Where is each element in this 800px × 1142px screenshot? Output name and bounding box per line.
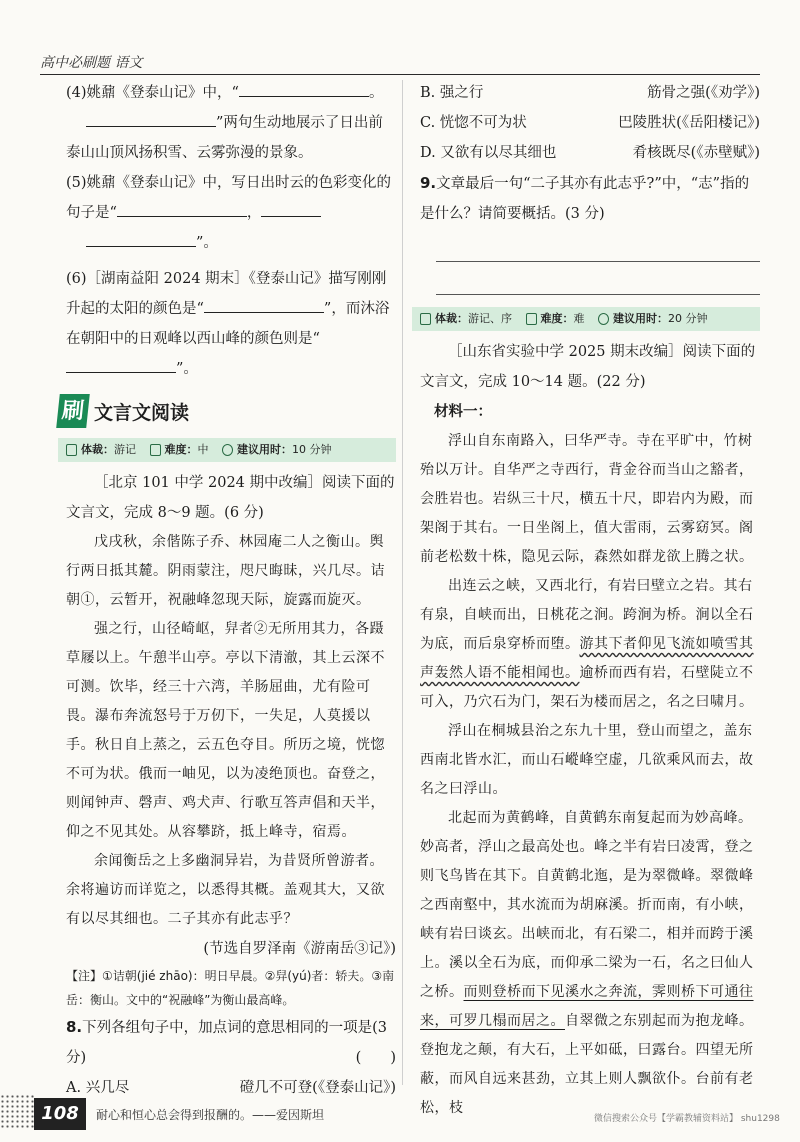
clock-icon [598,313,609,325]
left-column [60,78,396,1103]
book-icon [420,313,431,325]
passage-paragraph: 戊戌秋，余偕陈子乔、林园庵二人之衡山。舆行两日抵其麓。阴雨蒙注，咫尺晦昧，兴几尽。诘朝①，云暂开，祝融峰忽现天际，旋露而旋灭。 [66,534,385,608]
section-heading [58,394,396,434]
answer-blank[interactable] [239,78,369,97]
question-6: (6)［湖南益阳 2024 期末］《登泰山记》描写刚刚升起的太阳的颜色是“ ”，而沐浴在朝阳中的日观峰以西山峰的颜色则是“”。 [66,271,390,377]
passage-paragraph: 出连云之峡，又西北行，有岩曰壁立之岩。其右有泉，自峡而出，日桃花之涧。跨涧为桥。涧以全石为底，而后泉穿桥而堕。游其下者仰见飞流如喷雪其声轰然人语不能相闻也。逾桥而西有岩，石壁陡立不可入，乃穴石为门，架石为楼而居之，名之曰啸月。 [420,578,754,710]
question-8: 8.下列各组句子中，加点词的意思相同的一项是(3 分) ( ) [66,1012,396,1073]
option-c[interactable]: C. 恍惚不可为状 巴陵胜状(《岳阳楼记》) [420,115,760,131]
page-header: 高中必刷题 语文 [40,55,143,71]
passage-note: 【注】①诘朝(jié zhāo)：明日早晨。②舁(yú)者：轿夫。③南岳：衡山。文中的“祝融峰”为衡山最高峰。 [66,969,395,1007]
answer-bracket[interactable]: ( ) [355,1050,396,1066]
passage-paragraph: 北起而为黄鹤峰，自黄鹤东南复起而为妙高峰。妙高者，浮山之最高处也。峰之半有岩曰凌霄，登之则飞鸟皆在其下。自黄鹤北迤，是为翠微峰。翠微峰之西南壑中，其水流而为胡麻溪。折而南，有小峡，峡有岩曰谈玄。出峡而北，有石梁二，相并而跨于溪上。溪以全石为底，而仰承二梁为一石，名之曰仙人之桥。而则登桥而下见溪水之奔流，霁则桥下可通往来，可罗几榻而居之。自翠微之东别起而为抱龙峰。登抱龙之颠，有大石，上平如砥，曰露台。四望无所蔽，而风自远来甚劲，立其上则人飘欲仆。台前有老松，枝 [420,810,754,1116]
column-divider [402,80,403,1085]
answer-line[interactable] [436,229,760,262]
option-b[interactable]: B. 强之行 筋骨之强(《劝学》) [420,85,760,101]
answer-blank[interactable] [117,198,247,217]
header-rule [40,74,760,75]
option-a[interactable]: A. 兴几尽 磴几不可登(《登泰山记》) [66,1080,396,1096]
passage-paragraph: 余闻衡岳之上多幽洞异岩，为昔贤所曾游者。余将遍访而详览之，以悉得其概。盖观其大，又欲有以尽其细也。二子其亦有此志乎？ [66,853,385,927]
underlined-sentence: 而则登桥而下见溪水之奔流，霁则桥下可通往来，可罗几榻而居之。 [420,984,754,1029]
question-5: (5)姚鼐《登泰山记》中，写日出时云的色彩变化的句子是“ ， ”。 [66,175,392,251]
answer-blank[interactable] [86,108,216,127]
page-number: 108 [34,1098,86,1130]
material-label: 材料一： [434,403,492,420]
answer-blank[interactable] [204,294,324,313]
passage-intro: ［山东省实验中学 2025 期末改编］阅读下面的文言文，完成 10～14 题。(22 分) [420,344,756,390]
question-9: 9.文章最后一句“二子其亦有此志乎?”中，“志”指的是什么？请简要概括。(3 分) [420,174,750,222]
info-bar: 体裁：游记 难度：中 建议用时：10 分钟 [58,438,396,462]
footer-quote: 耐心和恒心总会得到报酬的。——爱因斯坦 [96,1108,325,1122]
option-d[interactable]: D. 又欲有以尽其细也 肴核既尽(《赤壁赋》) [420,145,760,161]
answer-line[interactable] [436,262,760,295]
watermark: 微信搜索公众号【学霸教辅资料站】 shu1298 [594,1114,780,1124]
passage-paragraph: 浮山自东南路入，曰华严寺。寺在平旷中，竹树殆以万计。自华严之寺西行，背金谷而当山之豁者，会胜岩也。岩纵三十尺，横五十尺，即岩内为殿，而架阁于其右。一日坐阁上，值大雷雨，云雾窈冥。阁前老松数十株，隐见云际，森然如群龙欲上腾之状。 [420,433,754,565]
answer-blank[interactable] [86,228,196,247]
passage-paragraph: 浮山在桐城县治之东九十里，登山而望之，盖东西南北皆水汇，而山石嵷峰空虚，几欲乘风而去，故名之曰浮山。 [420,723,754,797]
passage-paragraph: 强之行，山径崎岖，舁者②无所用其力，各蹑草屦以上。午憩半山亭。亭以下清澈，其上云深不可测。饮毕，经三十六湾，羊肠屈曲，尤有险可畏。瀑布奔流怒号于万仞下，一失足，人莫援以手。秋日自上蒸之，云五色夺目。所历之境，恍惚不可为状。俄而一岫见，以为凌绝顶也。奋登之，则闻钟声、磬声、鸡犬声、行歌互答声倡和天半，仰之不见其处。从容攀跻，抵上峰寺，宿焉。 [66,621,385,840]
book-icon [66,444,77,456]
chart-icon [150,444,161,456]
question-4: (4)姚鼐《登泰山记》中，“ 。 ”两句生动地展示了日出前泰山山顶风扬积雪、云雾弥漫的景象。 [66,78,396,168]
passage-intro: ［北京 101 中学 2024 期中改编］阅读下面的文言文，完成 8～9 题。(6 分) [66,475,395,521]
chart-icon [526,313,537,325]
answer-blank[interactable] [261,198,321,217]
clock-icon [222,444,233,456]
passage-source: (节选自罗泽南《游南岳③记》) [203,941,396,957]
brush-icon: 刷 [56,394,90,428]
right-column [420,78,760,1123]
section-title: 文言文阅读 [94,402,190,424]
answer-blank[interactable] [66,354,176,373]
info-bar: 体裁：游记、序 难度：难 建议用时：20 分钟 [412,307,760,331]
dot-pattern [0,1094,36,1130]
wavy-underlined-sentence: 游其下者仰见飞流如喷雪其声轰然人语不能相闻也。 [420,636,754,681]
